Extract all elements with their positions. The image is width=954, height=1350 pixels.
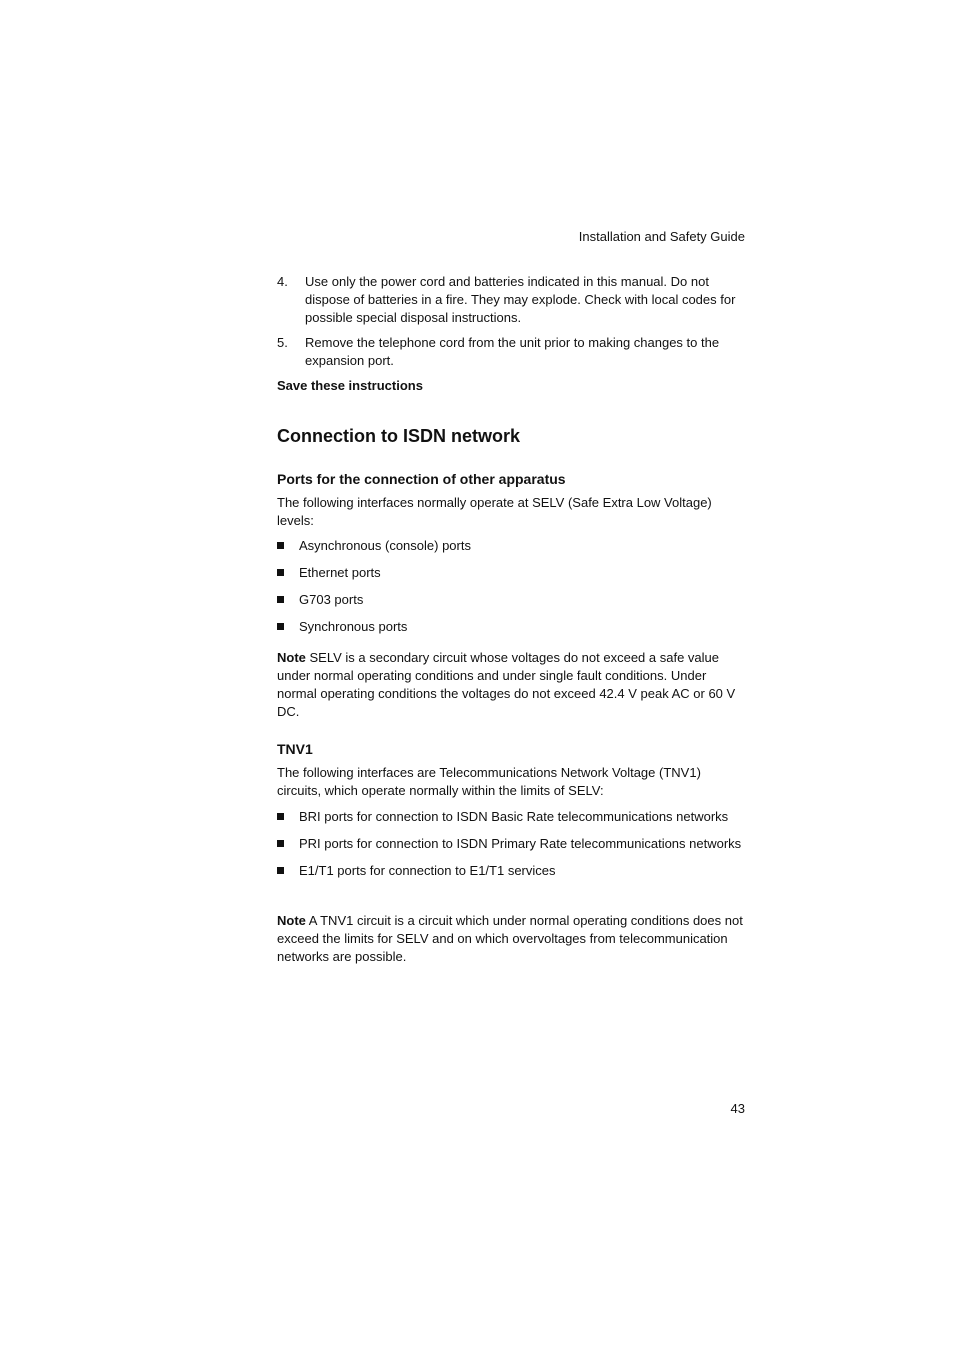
ports-note — [277, 649, 745, 721]
save-instructions: Save these instructions — [277, 378, 423, 393]
bullet-icon — [277, 808, 299, 827]
item-text: Use only the power cord and batteries indicated in this manual. Do not dispose of batteries in a fire. They may explode. Check with local codes for possible special disposal instructions. — [305, 274, 736, 325]
bullet-icon — [277, 537, 299, 556]
bullet-icon — [277, 564, 299, 583]
tnv1-intro: The following interfaces are Telecommunications Network Voltage (TNV1) circuits, which operate normally within the limits of SELV: — [277, 765, 701, 798]
tnv1-bullet-list — [277, 808, 745, 889]
list-item — [277, 591, 745, 610]
bullet-icon — [277, 835, 299, 854]
item-number: 5. — [277, 335, 288, 350]
list-item — [277, 564, 745, 583]
list-item — [277, 334, 745, 370]
document-page — [277, 0, 745, 1350]
list-item — [277, 808, 745, 827]
list-item — [277, 835, 745, 854]
bullet-text: Asynchronous (console) ports — [299, 538, 471, 553]
ports-bullet-list — [277, 537, 745, 645]
bullet-text: E1/T1 ports for connection to E1/T1 services — [299, 863, 556, 878]
bullet-icon — [277, 862, 299, 881]
running-header: Installation and Safety Guide — [578, 229, 745, 244]
tnv1-note — [277, 912, 745, 966]
list-item — [277, 618, 745, 637]
note-label: Note — [277, 913, 306, 928]
bullet-text: G703 ports — [299, 592, 364, 607]
item-text: Remove the telephone cord from the unit prior to making changes to the expansion port. — [305, 335, 720, 368]
ports-heading: Ports for the connection of other apparatus — [277, 471, 566, 487]
list-item — [277, 273, 745, 327]
section-title: Connection to ISDN network — [277, 426, 520, 446]
bullet-text: BRI ports for connection to ISDN Basic Rate telecommunications networks — [299, 809, 729, 824]
note-text: A TNV1 circuit is a circuit which under normal operating conditions does not exceed the limits for SELV and on which overvoltages from telecommunication networks are possible. — [277, 913, 743, 964]
list-item — [277, 537, 745, 556]
item-number: 4. — [277, 274, 288, 289]
tnv1-heading: TNV1 — [277, 741, 313, 757]
bullet-icon — [277, 591, 299, 610]
list-item — [277, 862, 745, 881]
ports-intro: The following interfaces normally operate at SELV (Safe Extra Low Voltage) levels: — [277, 495, 712, 528]
bullet-text: Synchronous ports — [299, 619, 408, 634]
note-label: Note — [277, 650, 306, 665]
bullet-text: PRI ports for connection to ISDN Primary Rate telecommunications networks — [299, 836, 742, 851]
bullet-icon — [277, 618, 299, 637]
note-text: SELV is a secondary circuit whose voltages do not exceed a safe value under normal operating conditions and under single fault conditions. Under normal operating conditions the voltages do not exceed 42.4 V peak AC or 60 V DC. — [277, 650, 736, 719]
numbered-list — [277, 273, 745, 377]
bullet-text: Ethernet ports — [299, 565, 381, 580]
page-number: 43 — [730, 1101, 745, 1116]
